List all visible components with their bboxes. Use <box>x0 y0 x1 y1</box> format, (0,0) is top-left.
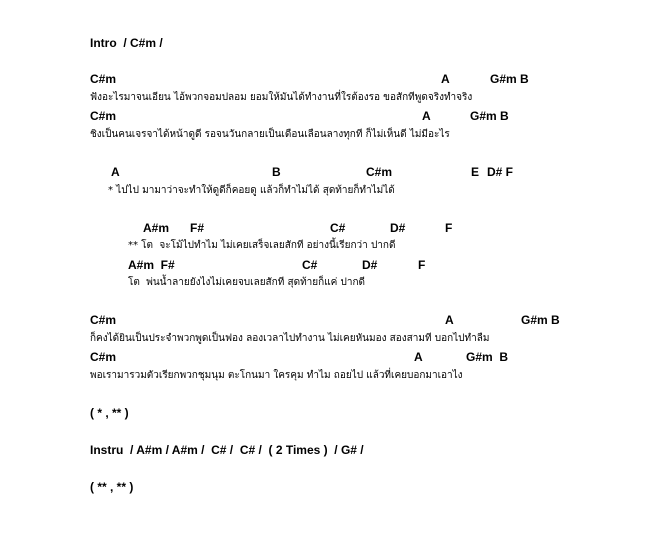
chord: F# <box>190 221 205 235</box>
lyric-line: พอเรามารวมตัวเรียกพวกชุมนุม ตะโกนมา ใครคุม ทำไม ถอยไป แล้วที่เคยบอกมาเอาไง <box>90 370 463 381</box>
lyric-line: ก็คงได้ยินเป็นประจำพวกพูดเป็นฟอง ลองเวลาไปทำงาน ไม่เคยหันมอง สองสามที บอกไปทำลืม <box>90 333 490 344</box>
chord: F <box>445 221 453 235</box>
chord: D# <box>390 221 406 235</box>
chord: C#m <box>90 313 117 327</box>
chord: A <box>441 72 450 86</box>
intro-line: Intro / C#m / <box>90 36 163 50</box>
chord: C# <box>302 258 318 272</box>
chord: G#m B <box>490 72 529 86</box>
chord: C#m <box>90 350 117 364</box>
lyric-line: * ไปไป มามาว่าจะทำให้ดูดีก็คอยดู แล้วก็ทำไม่ได้ สุดท้ายก็ทำไม่ได้ <box>108 185 395 196</box>
lyric-line: ฟังอะไรมาจนเอียน ไอ้พวกจอมปลอม ยอมให้มันได้ทำงานที่ใรต้องรอ ขอสักทีพูดจริงทำจริง <box>90 92 473 103</box>
chord: C# <box>330 221 346 235</box>
repeat-marker: ( * , ** ) <box>90 406 129 420</box>
chord: G#m B <box>466 350 509 364</box>
chord: C#m <box>90 72 117 86</box>
chord: A <box>111 165 120 179</box>
chord: G#m B <box>521 313 560 327</box>
chord: E <box>471 165 480 179</box>
chord: C#m <box>90 109 117 123</box>
chord: A#m <box>143 221 170 235</box>
chord: C#m <box>366 165 393 179</box>
chord: B <box>272 165 281 179</box>
chord: A <box>445 313 454 327</box>
lyric-line: ชิงเป็นคนเจรจาได้หน้าดูดี รอจนวันกลายเป็นเดือนเลือนลางทุกที ก็ไม่เห็นดี ไม่มีอะไร <box>90 129 450 140</box>
chord: D# F <box>487 165 514 179</box>
lyric-line: ** โต จะโม้ไปทำไม ไม่เคยเสร็จเลยสักที อย่างนี้เรียกว่า ปากดี <box>128 240 396 251</box>
chord: D# <box>362 258 378 272</box>
chord: A <box>414 350 423 364</box>
chord: G#m B <box>470 109 509 123</box>
chord: F <box>418 258 426 272</box>
chord: A <box>422 109 431 123</box>
lyric-line: โต พ่นน้ำลายยังไงไม่เคยจบเลยสักที สุดท้ายก็แค่ ปากดี <box>128 277 366 288</box>
instrumental-line: Instru / A#m / A#m / C# / C# / ( 2 Times ) / G# / <box>90 443 364 457</box>
chord: A#m F# <box>128 258 175 272</box>
repeat-marker: ( ** , ** ) <box>90 480 134 494</box>
